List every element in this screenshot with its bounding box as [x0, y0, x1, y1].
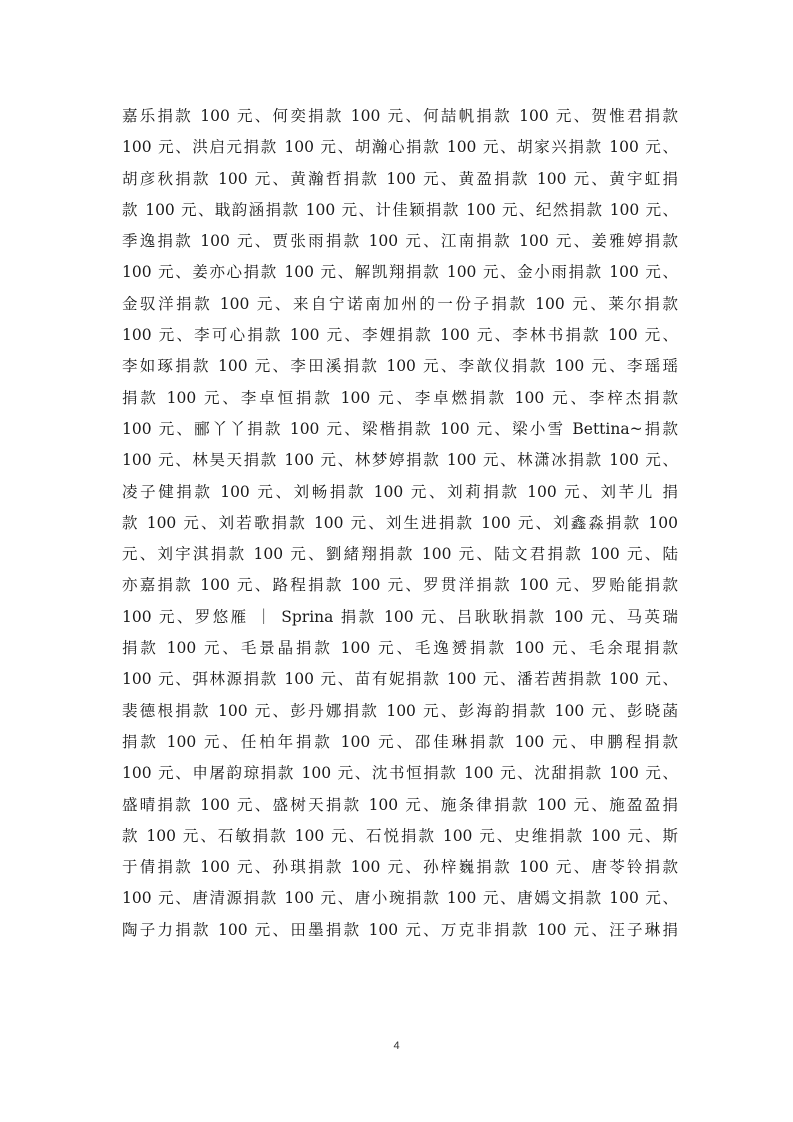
text-line: 嘉乐捐款 100 元、何奕捐款 100 元、何喆帆捐款 100 元、贺惟君捐款 [122, 107, 678, 125]
text-line: 裴德根捐款 100 元、彭丹娜捐款 100 元、彭海韵捐款 100 元、彭晓菡 [122, 701, 678, 720]
text-line: 于倩捐款 100 元、孙琪捐款 100 元、孙梓巍捐款 100 元、唐苓铃捐款 [122, 858, 678, 877]
text-line: 100 元、罗悠雁 ｜ Sprina 捐款 100 元、吕耿耿捐款 100 元、马英瑞 [122, 607, 678, 626]
text-line: 捐款 100 元、任柏年捐款 100 元、邵佳琳捐款 100 元、申鹏程捐款 [122, 732, 678, 751]
text-line: 胡彦秋捐款 100 元、黄瀚哲捐款 100 元、黄盈捐款 100 元、黄宇虹捐 [122, 169, 678, 188]
text-line: 100 元、郦丫丫捐款 100 元、梁楷捐款 100 元、梁小雪 Bettina~捐款 [122, 419, 678, 438]
text-line: 捐款 100 元、李卓恒捐款 100 元、李卓燃捐款 100 元、李梓杰捐款 [122, 388, 678, 407]
text-line: 季逸捐款 100 元、贾张雨捐款 100 元、江南捐款 100 元、姜雅婷捐款 [122, 232, 678, 251]
donation-list-text [122, 101, 678, 946]
text-line: 陶子力捐款 100 元、田墨捐款 100 元、万克非捐款 100 元、汪子琳捐 [122, 920, 678, 939]
text-line: 金驭洋捐款 100 元、来自宁诺南加州的一份子捐款 100 元、莱尔捐款 [122, 294, 678, 313]
text-line: 亦嘉捐款 100 元、路程捐款 100 元、罗贯洋捐款 100 元、罗贻能捐款 [122, 576, 678, 595]
text-line: 李如琢捐款 100 元、李田溪捐款 100 元、李歆仪捐款 100 元、李瑶瑶 [122, 357, 678, 376]
text-line: 100 元、洪启元捐款 100 元、胡瀚心捐款 100 元、胡家兴捐款 100 元、 [122, 138, 678, 157]
text-line: 元、刘宇淇捐款 100 元、劉緒翔捐款 100 元、陆文君捐款 100 元、陆 [122, 545, 678, 564]
text-line: 100 元、唐清源捐款 100 元、唐小琬捐款 100 元、唐嫣文捐款 100 元、 [122, 889, 678, 908]
text-line: 100 元、林昊天捐款 100 元、林梦婷捐款 100 元、林潇冰捐款 100 元、 [122, 451, 678, 470]
text-line: 捐款 100 元、毛景晶捐款 100 元、毛逸赟捐款 100 元、毛余琨捐款 [122, 639, 678, 658]
text-line: 100 元、申屠韵琼捐款 100 元、沈书恒捐款 100 元、沈甜捐款 100 元、 [122, 764, 678, 783]
text-line: 100 元、李可心捐款 100 元、李娌捐款 100 元、李林书捐款 100 元、 [122, 326, 678, 345]
text-line: 盛晴捐款 100 元、盛树天捐款 100 元、施条律捐款 100 元、施盈盈捐 [122, 795, 678, 814]
text-line: 款 100 元、刘若歌捐款 100 元、刘生进捐款 100 元、刘鑫淼捐款 100 [122, 513, 678, 532]
text-line: 款 100 元、石敏捐款 100 元、石悦捐款 100 元、史维捐款 100 元、斯 [122, 826, 678, 845]
text-line: 款 100 元、戢韵涵捐款 100 元、计佳颖捐款 100 元、纪然捐款 100 元、 [122, 200, 678, 219]
text-line: 凌子健捐款 100 元、刘畅捐款 100 元、刘莉捐款 100 元、刘芊儿 捐 [122, 482, 678, 501]
text-line: 100 元、姜亦心捐款 100 元、解凯翔捐款 100 元、金小雨捐款 100 元、 [122, 263, 678, 282]
page-number: 4 [393, 1040, 400, 1052]
text-line: 100 元、弭林源捐款 100 元、苗有妮捐款 100 元、潘若茜捐款 100 元、 [122, 670, 678, 689]
